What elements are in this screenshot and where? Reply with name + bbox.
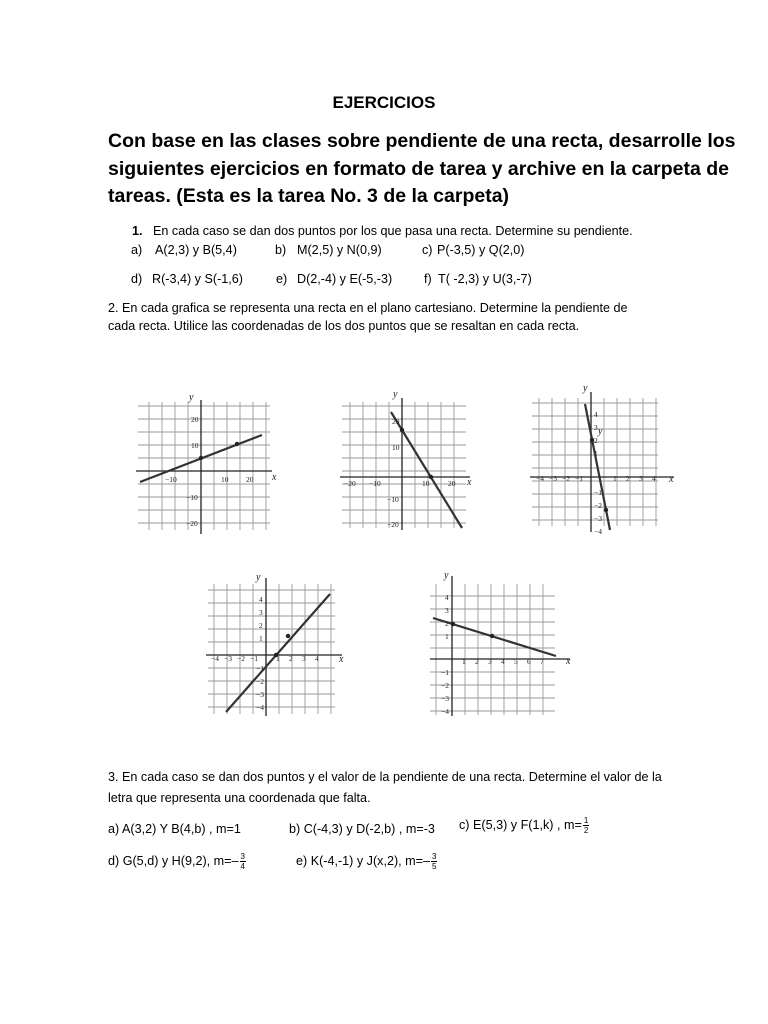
graph-3-xtick: −2 [562,474,570,483]
graph-3-xtick: 3 [639,474,643,483]
graph-2-ytick: −10 [387,495,399,504]
graph-5-xtick: 4 [501,657,505,666]
graph-4-xtick: −2 [237,654,245,663]
graph-4-axis-x: x [339,654,344,665]
exercise1-item-c: P(-3,5) y Q(2,0) [437,243,525,257]
exercise2-line-1: 2. En cada grafica se representa una recta en el plano cartesiano. Determine la pendiente de [108,301,628,315]
graph-4-ytick: −1 [256,664,264,673]
graph-2 [334,384,474,534]
graph-5-ytick: −1 [441,668,449,677]
exercise3-line-2: letra que representa una coordenada que falta. [108,791,371,805]
exercise1-item-a-label: a) [131,243,143,257]
exercise3-item-a: a) A(3,2) Y B(4,b) , m=1 [108,822,241,836]
graph-2-xtick: 20 [448,479,456,488]
graph-4-xtick: −3 [224,654,232,663]
graph-4 [203,566,353,718]
graph-4-ytick: −2 [256,677,264,686]
graph-4-xtick: 4 [315,654,319,663]
graph-1-ytick: 20 [191,415,199,424]
exercise3-line-1: 3. En cada caso se dan dos puntos y el valor de la pendiente de una recta. Determine el valor de la [108,770,662,784]
graph-3-xtick: 4 [652,474,656,483]
graph-3-axis-x: x [669,474,674,485]
graph-4-xtick: 2 [289,654,293,663]
graph-1-ytick: −20 [186,519,198,528]
graph-3-xtick: −3 [549,474,557,483]
graph-3-xtick: 2 [626,474,630,483]
graph-3-ytick: 1 [594,449,598,458]
exercise1-item-e: D(2,-4) y E(-5,-3) [297,272,393,286]
graph-3-ytick: 4 [594,410,598,419]
graph-5-ytick: −3 [441,694,449,703]
graph-3-xtick: −1 [575,474,583,483]
graph-4-ytick: 4 [259,595,263,604]
exercise1-item-c-label: c) [422,243,433,257]
graph-3-xtick: 1 [613,474,617,483]
graph-5-ytick: 1 [445,632,449,641]
graph-5-xtick: 5 [514,657,518,666]
graph-2-ytick: 20 [392,417,400,426]
graph-4-xtick: −4 [211,654,219,663]
graph-4-axis-y: y [256,572,261,583]
graph-1 [128,384,292,544]
fraction-one-half: $\frac{1}{2}$ [583,816,589,835]
graph-3 [526,380,686,540]
graph-5-axis-x: x [566,656,571,667]
graph-5-xtick: 1 [462,657,466,666]
exercise1-item-e-label: e) [276,272,288,286]
exercise3-item-d: d) G(5,d) y H(9,2), m=– $\frac{3}{4}$ [108,852,245,871]
graph-2-ytick: 10 [392,443,400,452]
graph-2-xtick: −20 [344,479,356,488]
intro-line-3: tareas. (Esta es la tarea No. 3 de la carpeta) [108,185,510,207]
exercise2-line-2: cada recta. Utilice las coordenadas de los dos puntos que se resaltan en cada recta. [108,319,580,333]
graph-3-axis-y: y [583,383,588,394]
graph-1-xtick: 10 [221,475,229,484]
exercise1-item-a: A(2,3) y B(5,4) [155,243,237,257]
fraction-three-fourths: $\frac{3}{4}$ [240,852,245,871]
graph-2-xtick: −10 [369,479,381,488]
graph-3-ytick: −2 [594,501,602,510]
graph-4-ytick: −3 [256,690,264,699]
exercise3-item-c: c) E(5,3) y F(1,k) , m= $\frac{1}{2}$ [459,816,589,835]
exercise1-item-f: T( -2,3) y U(3,-7) [438,272,532,286]
graph-5-xtick: 6 [527,657,531,666]
graph-5-ytick: 2 [445,619,449,628]
graph-1-xtick: −10 [165,475,177,484]
exercise1-item-b: M(2,5) y N(0,9) [297,243,382,257]
graph-1-axis-x: x [272,472,277,483]
graph-5 [424,566,584,718]
exercise1-item-b-label: b) [275,243,287,257]
graph-5-xtick: 2 [475,657,479,666]
graph-4-ytick: 3 [259,608,263,617]
graph-5-ytick: −2 [441,681,449,690]
fraction-three-fifths: $\frac{3}{5}$ [432,852,437,871]
exercise1-item-d: R(-3,4) y S(-1,6) [152,272,243,286]
graph-4-xtick: 1 [276,654,280,663]
exercise1-prompt: En cada caso se dan dos puntos por los que pasa una recta. Determine su pendiente. [153,224,633,238]
graph-5-xtick: 3 [488,657,492,666]
graph-2-axis-x: x [467,477,472,488]
intro-line-2: siguientes ejercicios en formato de tarea y archive en la carpeta de [108,158,730,180]
exercise3-item-e: e) K(-4,-1) y J(x,2), m=– $\frac{3}{5}$ [296,852,437,871]
graph-3-xtick: −4 [536,474,544,483]
exercise1-number: 1. [132,224,143,238]
graph-3-line-label: y [598,426,603,437]
graph-5-ytick: 4 [445,593,449,602]
graph-1-xtick: 20 [246,475,254,484]
graph-3-ytick: −4 [594,527,602,536]
graph-5-xtick: 7 [540,657,544,666]
graph-1-ytick: 10 [191,441,199,450]
graph-2-axis-y: y [393,389,398,400]
exercise1-item-f-label: f) [424,272,432,286]
graph-4-ytick: 1 [259,634,263,643]
graph-5-ytick: −4 [441,707,449,716]
graph-5-ytick: 3 [445,606,449,615]
page-title: EJERCICIOS [332,93,436,112]
graph-1-axis-y: y [189,392,194,403]
graph-3-ytick: 3 [594,423,598,432]
graph-4-xtick: 3 [302,654,306,663]
intro-line-1: Con base en las clases sobre pendiente de una recta, desarrolle los [108,130,736,152]
graph-1-ytick: −10 [186,493,198,502]
graph-4-ytick: 2 [259,621,263,630]
graph-2-xtick: 10 [422,479,430,488]
graph-4-xtick: −1 [250,654,258,663]
graph-4-ytick: −4 [256,703,264,712]
exercise3-item-b: b) C(-4,3) y D(-2,b) , m=-3 [289,822,435,836]
graph-3-ytick: −1 [594,488,602,497]
exercise1-item-d-label: d) [131,272,143,286]
graph-3-ytick: −3 [594,514,602,523]
graph-2-ytick: −20 [387,520,399,529]
graph-5-axis-y: y [444,570,449,581]
graph-3-ytick: 2 [594,436,598,445]
